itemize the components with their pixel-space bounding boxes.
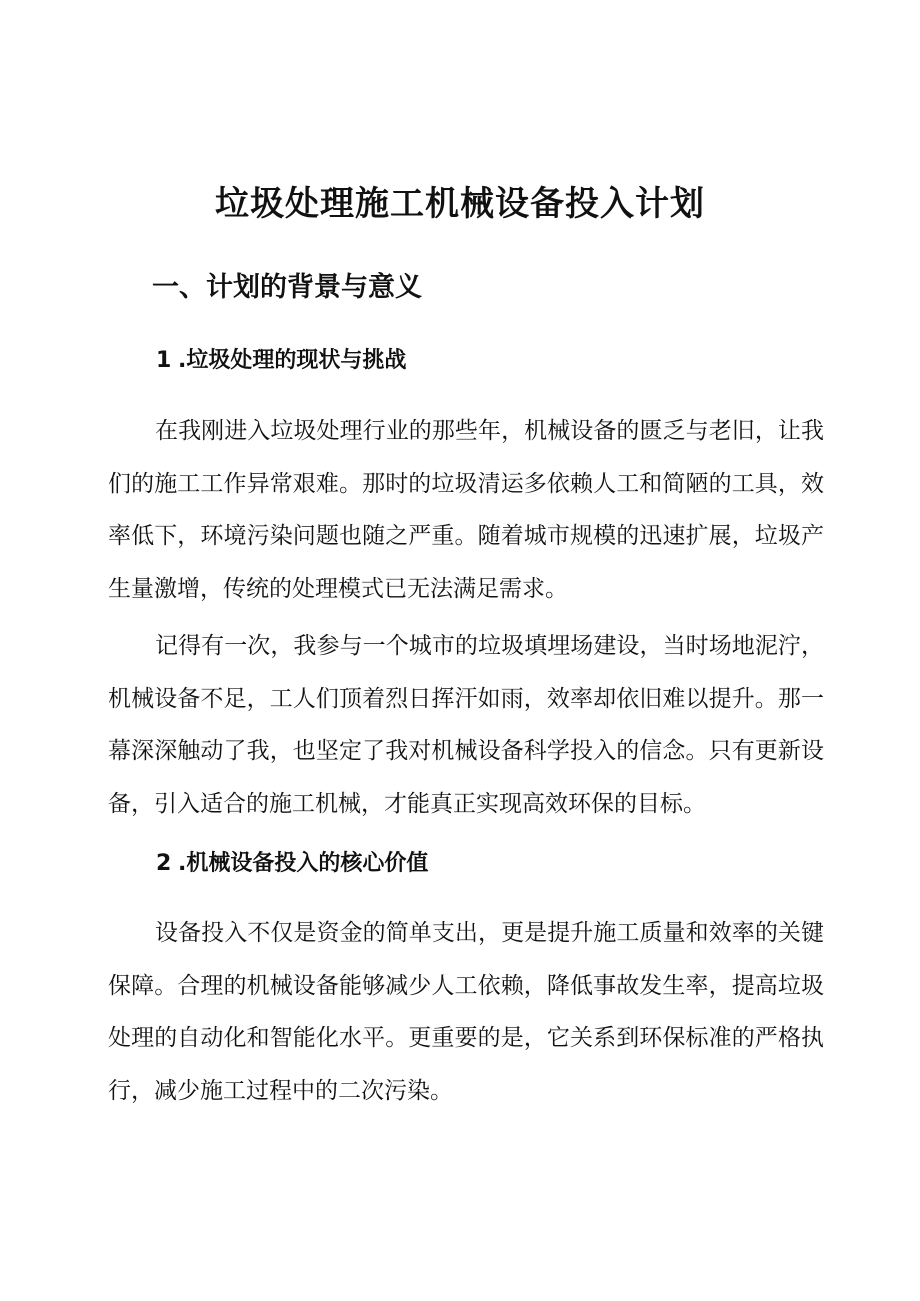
paragraph: 在我刚进入垃圾处理行业的那些年，机械设备的匮乏与老旧，让我们的施工工作异常艰难。那时的垃圾清运多依赖人工和简陋的工具，效率低下，环境污染问题也随之严重。随着城市规模的迅速扩展，垃圾产生量激增，传统的处理模式已无法满足需求。 <box>108 418 824 602</box>
paragraph: 记得有一次，我参与一个城市的垃圾填埋场建设，当时场地泥泞，机械设备不足，工人们顶着烈日挥汗如雨，效率却依旧难以提升。那一幕深深触动了我，也坚定了我对机械设备科学投入的信念。只有更新设备，引入适合的施工机械，才能真正实现高效环保的目标。 <box>108 633 824 817</box>
subsection-title: .机械设备投入的核心价值 <box>178 851 429 876</box>
subsection-title: .垃圾处理的现状与挑战 <box>178 348 407 373</box>
section-heading: 一、计划的背景与意义 <box>152 272 422 303</box>
paragraph: 设备投入不仅是资金的简单支出，更是提升施工质量和效率的关键保障。合理的机械设备能够减少人工依赖，降低事故发生率，提高垃圾处理的自动化和智能化水平。更重要的是，它关系到环保标准的严格执行，减少施工过程中的二次污染。 <box>108 920 824 1104</box>
document-title: 垃圾处理施工机械设备投入计划 <box>215 184 705 224</box>
subsection-heading-2 <box>156 848 428 880</box>
subsection-heading-1 <box>156 345 406 377</box>
subsection-number: 2 <box>156 851 172 876</box>
subsection-number: 1 <box>156 348 172 373</box>
